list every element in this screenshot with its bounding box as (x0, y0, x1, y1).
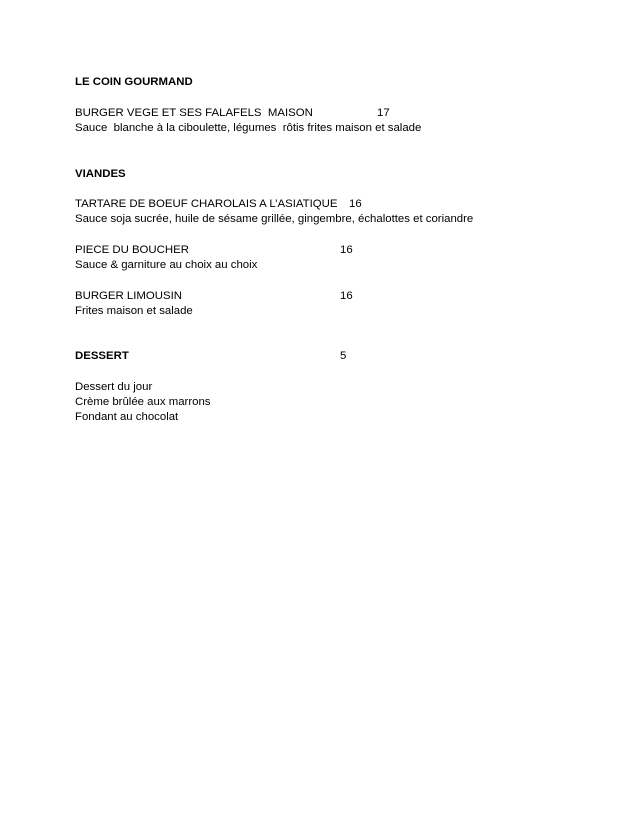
section-price-dessert: 5 (340, 350, 347, 362)
dessert-item-creme-brulee: Crème brûlée aux marrons (75, 396, 211, 408)
dessert-item-fondant: Fondant au chocolat (75, 411, 179, 423)
item-name-burger-limousin: BURGER LIMOUSIN (75, 290, 182, 302)
item-price-piece-du-boucher: 16 (340, 244, 353, 256)
item-price-tartare: 16 (349, 198, 362, 210)
item-name-piece-du-boucher: PIECE DU BOUCHER (75, 244, 189, 256)
dessert-item-du-jour: Dessert du jour (75, 381, 153, 393)
item-description-tartare: Sauce soja sucrée, huile de sésame grillée, gingembre, échalottes et coriandre (75, 213, 474, 225)
item-description-burger-limousin: Frites maison et salade (75, 305, 193, 317)
item-name-tartare: TARTARE DE BOEUF CHAROLAIS A L’ASIATIQUE (75, 198, 338, 210)
item-price-burger-limousin: 16 (340, 290, 353, 302)
section-title-viandes: VIANDES (75, 168, 126, 180)
section-title-coin-gourmand: LE COIN GOURMAND (75, 76, 193, 88)
section-title-dessert: DESSERT (75, 350, 129, 362)
item-description-piece-du-boucher: Sauce & garniture au choix au choix (75, 259, 258, 271)
item-description-burger-vege: Sauce blanche à la ciboulette, légumes rôtis frites maison et salade (75, 122, 422, 134)
item-price-burger-vege: 17 (377, 107, 390, 119)
item-name-burger-vege: BURGER VEGE ET SES FALAFELS MAISON (75, 107, 313, 119)
